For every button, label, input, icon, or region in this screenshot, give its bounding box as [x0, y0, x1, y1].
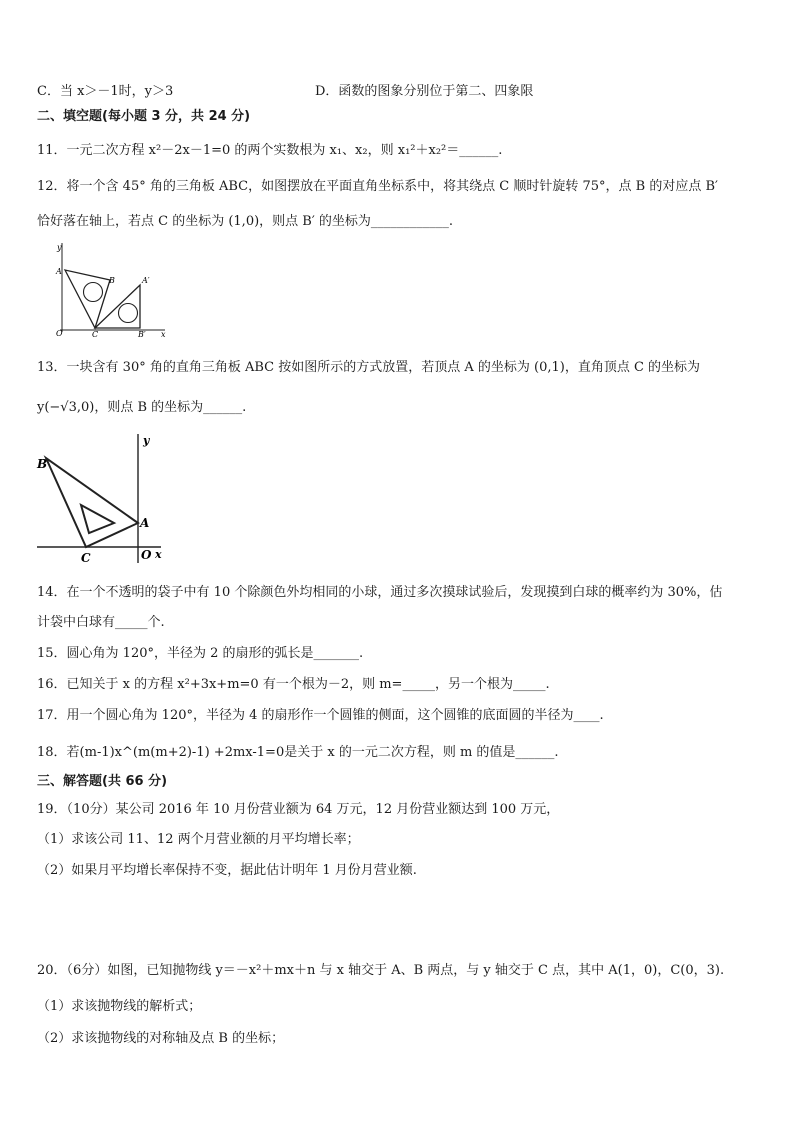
question-14-line2: 计袋中白球有_____个.: [37, 615, 165, 630]
question-20-part1: （1）求该抛物线的解析式；: [37, 999, 202, 1014]
fig13-label-b: B: [37, 457, 48, 471]
question-17: 17．用一个圆心角为 120°，半径为 4 的扇形作一个圆锥的侧面，这个圆锥的底面圆的半径为____.: [37, 708, 604, 723]
fig13-label-x: x: [155, 548, 162, 561]
question-20-part2: （2）求该抛物线的对称轴及点 B 的坐标；: [37, 1031, 285, 1046]
fig12-label-b-prime: B′: [138, 330, 146, 338]
fig12-label-x: x: [161, 330, 166, 338]
fig13-label-o: O: [141, 548, 152, 562]
question-15: 15．圆心角为 120°，半径为 2 的扇形的弧长是_______.: [37, 646, 364, 661]
question-16: 16．已知关于 x 的方程 x²+3x+m=0 有一个根为－2，则 m=_____，另一个根为_____.: [37, 677, 550, 692]
fig13-label-y: y: [143, 434, 150, 447]
question-20: 20．（6分）如图，已知抛物线 y＝－x²＋mx＋n 与 x 轴交于 A、B 两点，与 y 轴交于 C 点，其中 A(1，0)，C(0，3).: [37, 963, 725, 978]
fig12-label-a: A: [56, 267, 62, 276]
question-13-line2: y(−√3,0)，则点 B 的坐标为______.: [37, 400, 247, 415]
option-c: C．当 x＞－1时，y＞3: [37, 84, 174, 99]
fig12-label-a-prime: A′: [142, 276, 150, 285]
question-18: 18．若(m-1)x^(m(m+2)-1) +2mx-1=0是关于 x 的一元二次方程，则 m 的值是______.: [37, 745, 559, 760]
question-19-part1: （1）求该公司 11、12 两个月营业额的月平均增长率；: [37, 832, 360, 847]
section-fill-blank-heading: 二、填空题(每小题 3 分，共 24 分): [37, 109, 251, 124]
question-12-line1: 12．将一个含 45° 角的三角板 ABC，如图摆放在平面直角坐标系中，将其绕点 C 顺时针旋转 75°，点 B 的对应点 B′: [37, 179, 718, 194]
fig12-label-c: C: [92, 330, 99, 338]
question-11: 11．一元二次方程 x²－2x－1=0 的两个实数根为 x₁、x₂，则 x₁²＋x₂²＝______.: [37, 143, 503, 158]
question-19-part2: （2）如果月平均增长率保持不变，据此估计明年 1 月份月营业额.: [37, 863, 417, 878]
question-14-line1: 14．在一个不透明的袋子中有 10 个除颜色外均相同的小球，通过多次摸球试验后，发现摸到白球的概率约为 30%，估: [37, 585, 723, 600]
fig13-label-c: C: [81, 551, 91, 565]
question-13-line1: 13．一块含有 30° 角的直角三角板 ABC 按如图所示的方式放置，若顶点 A 的坐标为 (0,1)，直角顶点 C 的坐标为: [37, 360, 701, 375]
figure-q13: [33, 430, 169, 568]
option-d: D．函数的图象分别位于第二、四象限: [315, 84, 534, 99]
section-answer-heading: 三、解答题(共 66 分): [37, 774, 168, 789]
question-19: 19．（10分）某公司 2016 年 10 月份营业额为 64 万元，12 月份营业额达到 100 万元，: [37, 802, 560, 817]
fig12-label-b: B: [109, 276, 115, 285]
fig12-label-y: y: [57, 243, 62, 252]
question-12-line2: 恰好落在轴上，若点 C 的坐标为 (1,0)，则点 B′ 的坐标为____________.: [37, 214, 454, 229]
fig12-label-o: O: [56, 329, 63, 338]
figure-q12: [50, 240, 172, 338]
fig13-label-a: A: [140, 516, 150, 530]
